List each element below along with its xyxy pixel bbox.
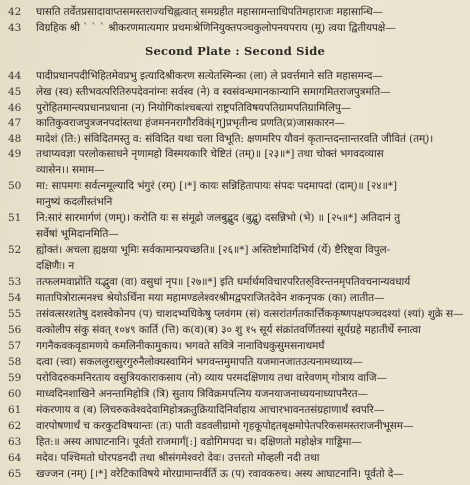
text-line xyxy=(0,418,470,434)
line-number: 46 xyxy=(8,102,22,114)
text-line xyxy=(0,354,470,370)
line-number: 59 xyxy=(8,372,22,384)
text-line xyxy=(0,386,470,402)
line-number: 53 xyxy=(8,276,22,288)
line-text: तथाप्यवज्ञा परलोकसाधने नृणामहो विस्मयकारि चेष्टितं (तम्)॥ [२३॥*] तथा चोक्तं भगवदव्यास xyxy=(36,148,384,160)
line-number: 58 xyxy=(8,356,22,368)
line-number: 54 xyxy=(8,292,22,304)
line-text: तसंवत्सरशतेषु दशस्वेकोनप (प) चाशदभ्यधिकेषु प्लवंगम (सं) वत्सरांतर्गतकार्त्तिककृष्णपक्षपञ्चदश्यां (श्यां) शुक्रे स— xyxy=(36,308,464,320)
text-line xyxy=(0,194,470,210)
plate-heading: Second Plate : Second Side xyxy=(145,44,325,58)
line-number: 61 xyxy=(8,404,22,416)
text-line xyxy=(0,242,470,258)
text-line xyxy=(0,178,470,194)
line-text: तत्फलमवाप्नोति यद्भुवा (वा) वसुधां नृप॥ [२७॥*] इति धर्मार्थमविचारपरितरु्विरन्तनमृपतिवचनान्यवधार्य xyxy=(36,276,411,288)
line-text: मानुष्यं कदलीस्तंभनि xyxy=(36,196,113,208)
line-number: 65 xyxy=(8,468,22,480)
text-line xyxy=(0,274,470,290)
line-text: दत्वा (त्त्वा) सकललुरासुरगुरुनैलोक्यस्वामिनं भगवन्तमुमापति यजमानजातउत्यनामध्याय्य— xyxy=(36,356,363,368)
line-text: माध्वदिनशाखिने अनन्तामिहोत्रि (त्रि) सुताय त्रिविक्रमपत्निय यजनयाजनाध्ययनाध्यापनैरत— xyxy=(36,388,368,400)
line-number: 63 xyxy=(8,436,22,448)
line-number: 56 xyxy=(8,324,22,336)
line-text: विग्रहिक श्री ` ` ` श्रीकरणमात्यमार प्रथमःश्रेणिनियुक्तपञ्चकुलोपनयपराय (मू) त्वया द्वितीयपक्षे— xyxy=(36,22,396,34)
line-number: 48 xyxy=(8,133,22,145)
text-line xyxy=(0,322,470,338)
line-number: 52 xyxy=(8,244,22,256)
line-number: 45 xyxy=(8,86,22,98)
text-line xyxy=(0,402,470,418)
line-text: मदेव। पश्चिमतो घोरपडनदी तथा श्रीसंगमेश्वरो देवः। उत्तरतो मोव्हली नदी तथा xyxy=(36,452,320,464)
line-text: मा: सापमगः सर्वत्नमूल्यादि भंगुरं (रम्) [।*] कायः सन्निहितापायः संपदः पदमापदां (दाम्)॥ [२४॥*] xyxy=(36,180,397,192)
line-text: सर्वेषां भूमिदानमिति— xyxy=(36,228,119,240)
line-text: कातिकुवराजपुत्रजनपदांस्तथा हंजमननरागौरविकं[ग्]प्रभृतीन्च प्रणति(प्र)जासकारन— xyxy=(36,117,345,129)
text-line xyxy=(0,290,470,306)
line-number: 49 xyxy=(8,148,22,160)
line-text: पादीप्रधानपदीभिहितमेवप्रभु इत्यादिश्रीकरण सत्येतस्मिन्का (ला) ले प्रवर्त्तमाने सति महासमन्द— xyxy=(36,70,383,82)
text-line xyxy=(0,258,470,274)
text-line xyxy=(0,338,470,354)
line-text: घासति तर्वेतप्रसादावाप्तसमस्तराज्यचिह्नत्वात् समग्रहीत महासामन्ताधिपतिमहाराजः महासान्धि— xyxy=(36,6,383,18)
text-line xyxy=(0,115,470,131)
text-line xyxy=(0,4,470,20)
line-text: मादेशं (ति:) संविदितमस्तु व: संविदित यथा चला विभूति: क्षणमरिप यौवनं कृतान्तदन्तान्तरवति जीवितं (तम्)। xyxy=(36,133,434,145)
line-text: मातापित्रोरात्मनश्च श्रेयोऽर्थिना मया महामण्डलेश्वरश्रीमद्वपराजितदेवेन शकनृपक (का) लातीत— xyxy=(36,292,385,304)
line-text: मंकरणाय व (ब) लिचरुकवेश्वदेवामिहोत्रक्रतुक्रियादिनिर्वाहाय आचारभावनतसंग्रहाणार्थं स्वपरि— xyxy=(36,404,385,416)
text-line xyxy=(0,226,470,242)
line-text: पुरोहितमान्त्यप्रधानप्रधाना (न) नियोगिकांश्चबत्यां राष्ट्रपतिविषयपतिग्रामपतिग्रामिलिपु— xyxy=(36,102,352,114)
line-number: 64 xyxy=(8,452,22,464)
text-line xyxy=(0,370,470,386)
text-line xyxy=(0,146,470,162)
text-line xyxy=(0,434,470,450)
text-line xyxy=(0,306,470,322)
text-line xyxy=(0,450,470,466)
text-line xyxy=(0,84,470,100)
text-line xyxy=(0,100,470,116)
line-text: नि:सारं सारमार्गणं (णम्)। करोति यः स संमूढो जलबुद्बुद (बुद्बु) दसन्निभो (भे) ॥ [२५॥*] अतिदानं तु xyxy=(36,212,400,224)
line-number: 44 xyxy=(8,70,22,82)
text-line xyxy=(0,131,470,147)
line-text: परोविदरुकमनिरताय वसुत्रियकाराकसाय (नो) व्याय परमदक्षिणाय तथा वारेवणम् गोत्राय वाजि— xyxy=(36,372,387,384)
text-line xyxy=(0,20,470,36)
line-number: 55 xyxy=(8,308,22,320)
text-line xyxy=(0,210,470,226)
line-text: ह्योक्तं। अचला ह्यक्षया भूमिः सर्वकामान्प्रयच्छति॥ [२६॥*] अस्तिष्टोमादिभिर्य (र्ये) ष्टैरिष्ट्वा विपुल- xyxy=(36,244,390,256)
line-number: 62 xyxy=(8,420,22,432)
line-number: 57 xyxy=(8,340,22,352)
line-text: व्यासेन।। समाम— xyxy=(36,164,105,176)
line-text: गगनैकवकवृडामणये कमलिनीकामुकाय। भगवते सवित्रे नानाविधकुसुमसनाथमर्घं xyxy=(36,340,325,352)
line-number: 43 xyxy=(8,22,22,34)
line-text: वत्कोलीप संकु संवत् १०४९ कार्ति (त्ति) क(व)(ब) ३० शु १५ सूर्य संक्रांतवर्णितस्यां सूर्यग्रहे महातीर्थे स्नात्वा xyxy=(36,324,421,336)
line-text: खज्जन (नम्) [।*] वरेटिकाविषये मोरग्रामान्तर्वर्ति ऊ (प) रवावकरुच। अस्य आघाटनानि। पूर्वतो दे— xyxy=(36,468,404,480)
line-text: वारपोषणार्थं च करकुटविषयान्तः (तः) पाती वडवलीग्रामो गृहकूपोद्दतबृक्षमोपेतपरिकसमस्तराजनीभूसम— xyxy=(36,420,414,432)
line-number: 50 xyxy=(8,180,22,192)
line-number: 42 xyxy=(8,6,22,18)
line-text: हित:॥ अस्य आघाटनानि। पूर्वतो राजमार्गं[:] वडोगिमपदा च। दक्षिणतो महोक्षेत्र गाड्डिमा— xyxy=(36,436,362,448)
line-number: 60 xyxy=(8,388,22,400)
line-number: 47 xyxy=(8,117,22,129)
line-number: 51 xyxy=(8,212,22,224)
text-line xyxy=(0,68,470,84)
text-line xyxy=(0,466,470,482)
line-text: दक्षिणैः। न xyxy=(36,260,75,272)
text-line xyxy=(0,162,470,178)
line-text: लेख (स्व) स्तीभवत्परितिरुपदेवनांग्नः सर्वस्व (ने) व स्वसंवन्धमानकान्यानि समागमितराजपुत्रमति— xyxy=(36,86,391,98)
